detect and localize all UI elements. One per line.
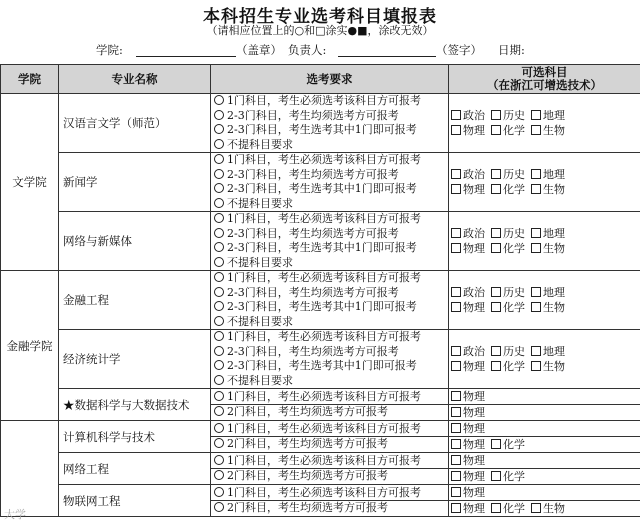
requirement-option[interactable]: 1门科目，考生必须选考该科目方可报考 bbox=[211, 486, 448, 501]
table-row bbox=[1, 421, 640, 453]
subject-checkbox[interactable]: 化学 bbox=[491, 182, 531, 197]
requirement-option[interactable]: 不提科目要求 bbox=[211, 256, 448, 271]
requirement-option[interactable]: 2-3门科目，考生均须选考方可报考 bbox=[211, 286, 448, 301]
subject-checkbox[interactable]: 地理 bbox=[531, 167, 571, 182]
radio-icon[interactable] bbox=[214, 391, 224, 401]
subject-checkbox[interactable]: 生物 bbox=[531, 501, 571, 516]
radio-icon[interactable] bbox=[214, 470, 224, 480]
checkbox-icon[interactable] bbox=[531, 287, 541, 297]
requirement-option[interactable]: 2门科目，考生均须选考方可报考 bbox=[211, 468, 448, 484]
checkbox-icon[interactable] bbox=[531, 184, 541, 194]
requirement-option[interactable]: 1门科目，考生必须选考该科目方可报考 bbox=[211, 212, 448, 227]
table-row bbox=[1, 485, 640, 517]
subject-checkbox[interactable]: 化学 bbox=[491, 359, 531, 374]
checkbox-icon[interactable] bbox=[531, 169, 541, 179]
college-cell: 文学院 bbox=[1, 94, 59, 271]
requirement-option[interactable]: 2-3门科目，考生选考其中1门即可报考 bbox=[211, 123, 448, 138]
subject-checkbox[interactable]: 地理 bbox=[531, 285, 571, 300]
subject-checkbox[interactable]: 生物 bbox=[531, 300, 571, 315]
subjects-cell bbox=[449, 453, 640, 485]
checkbox-icon[interactable] bbox=[531, 125, 541, 135]
subject-checkbox[interactable]: 生物 bbox=[531, 123, 571, 138]
subjects-cell bbox=[449, 153, 640, 212]
date-field-label: 日期: bbox=[498, 43, 525, 57]
major-cell: 网络工程 bbox=[59, 453, 211, 485]
subject-checkbox[interactable]: 化学 bbox=[491, 437, 531, 452]
subject-checkbox[interactable]: 物理 bbox=[451, 421, 491, 436]
major-cell: 计算机科学与技术 bbox=[59, 421, 211, 453]
table-row bbox=[1, 94, 640, 153]
subject-checkbox[interactable]: 化学 bbox=[491, 469, 531, 484]
subject-checkbox[interactable]: 物理 bbox=[451, 485, 491, 500]
requirement-cell bbox=[211, 485, 449, 517]
subject-checkbox[interactable]: 历史 bbox=[491, 344, 531, 359]
checkbox-icon[interactable] bbox=[531, 228, 541, 238]
subject-checkbox[interactable]: 物理 bbox=[451, 300, 491, 315]
major-cell: 网络与新媒体 bbox=[59, 212, 211, 271]
radio-icon[interactable] bbox=[214, 301, 224, 311]
checkbox-icon[interactable] bbox=[451, 487, 461, 497]
requirement-cell bbox=[211, 421, 449, 453]
requirement-option[interactable]: 不提科目要求 bbox=[211, 315, 448, 330]
subject-checkbox[interactable]: 物理 bbox=[451, 405, 491, 420]
subject-checkbox[interactable]: 历史 bbox=[491, 167, 531, 182]
checkbox-icon[interactable] bbox=[531, 302, 541, 312]
subject-checkbox[interactable]: 物理 bbox=[451, 501, 491, 516]
checkbox-icon[interactable] bbox=[451, 302, 461, 312]
radio-icon[interactable] bbox=[214, 169, 224, 179]
requirement-option[interactable]: 2-3门科目，考生均须选考方可报考 bbox=[211, 227, 448, 242]
subjects-cell bbox=[449, 421, 640, 453]
subject-checkbox[interactable]: 物理 bbox=[451, 389, 491, 404]
requirement-option[interactable]: 2门科目，考生均须选考方可报考 bbox=[211, 404, 448, 420]
checkbox-icon[interactable] bbox=[491, 302, 501, 312]
radio-icon[interactable] bbox=[214, 95, 224, 105]
requirement-option[interactable]: 1门科目，考生必须选考该科目方可报考 bbox=[211, 94, 448, 109]
radio-icon[interactable] bbox=[214, 198, 224, 208]
checkbox-icon[interactable] bbox=[451, 110, 461, 120]
subjects-cell bbox=[449, 212, 640, 271]
requirement-option[interactable]: 1门科目，考生必须选考该科目方可报考 bbox=[211, 330, 448, 345]
radio-icon[interactable] bbox=[214, 242, 224, 252]
subject-checkbox[interactable]: 政治 bbox=[451, 108, 491, 123]
radio-icon[interactable] bbox=[214, 487, 224, 497]
radio-icon[interactable] bbox=[214, 124, 224, 134]
requirement-option[interactable]: 2-3门科目，考生均须选考方可报考 bbox=[211, 345, 448, 360]
radio-icon[interactable] bbox=[214, 316, 224, 326]
subject-checkbox[interactable]: 化学 bbox=[491, 501, 531, 516]
major-cell: 新闻学 bbox=[59, 153, 211, 212]
form-title: 本科招生专业选考科目填报表 bbox=[203, 7, 437, 27]
table-row bbox=[1, 271, 640, 330]
sign-label: （签字） bbox=[436, 43, 482, 57]
major-cell: 金融工程 bbox=[59, 271, 211, 330]
radio-icon[interactable] bbox=[214, 438, 224, 448]
checkbox-icon[interactable] bbox=[491, 287, 501, 297]
table-row bbox=[1, 330, 640, 389]
checkbox-icon[interactable] bbox=[451, 471, 461, 481]
requirement-option[interactable]: 2-3门科目，考生选考其中1门即可报考 bbox=[211, 359, 448, 374]
checkbox-icon[interactable] bbox=[451, 455, 461, 465]
subject-checkbox[interactable]: 政治 bbox=[451, 285, 491, 300]
subject-checkbox[interactable]: 政治 bbox=[451, 167, 491, 182]
subject-checkbox[interactable]: 地理 bbox=[531, 108, 571, 123]
radio-icon[interactable] bbox=[214, 183, 224, 193]
radio-icon[interactable] bbox=[214, 228, 224, 238]
subject-checkbox[interactable]: 物理 bbox=[451, 241, 491, 256]
requirement-option[interactable]: 不提科目要求 bbox=[211, 374, 448, 389]
radio-icon[interactable] bbox=[214, 455, 224, 465]
checkbox-icon[interactable] bbox=[491, 361, 501, 371]
checkbox-icon[interactable] bbox=[451, 503, 461, 513]
radio-icon[interactable] bbox=[214, 331, 224, 341]
subject-checkbox[interactable]: 物理 bbox=[451, 359, 491, 374]
major-cell: 汉语言文学（师范） bbox=[59, 94, 211, 153]
major-cell: 物联网工程 bbox=[59, 485, 211, 517]
requirement-option[interactable]: 2-3门科目，考生选考其中1门即可报考 bbox=[211, 182, 448, 197]
subject-checkbox[interactable]: 地理 bbox=[531, 226, 571, 241]
radio-icon[interactable] bbox=[214, 154, 224, 164]
subject-checkbox[interactable]: 政治 bbox=[451, 344, 491, 359]
requirement-option[interactable]: 1门科目，考生必须选考该科目方可报考 bbox=[211, 271, 448, 286]
subject-checkbox[interactable]: 物理 bbox=[451, 453, 491, 468]
checkbox-icon[interactable] bbox=[491, 346, 501, 356]
checkbox-icon[interactable] bbox=[491, 125, 501, 135]
checkbox-icon[interactable] bbox=[451, 407, 461, 417]
college-field-label: 学院: bbox=[96, 43, 123, 57]
checkbox-icon[interactable] bbox=[451, 184, 461, 194]
subjects-cell bbox=[449, 485, 640, 517]
checkbox-icon[interactable] bbox=[451, 439, 461, 449]
checkbox-icon[interactable] bbox=[451, 169, 461, 179]
header-subjects-line1: 可选科目 bbox=[521, 65, 568, 79]
requirement-option[interactable]: 2-3门科目，考生均须选考方可报考 bbox=[211, 109, 448, 124]
radio-icon[interactable] bbox=[214, 375, 224, 385]
subject-checkbox[interactable]: 生物 bbox=[531, 182, 571, 197]
requirement-cell bbox=[211, 389, 449, 421]
header-requirement: 选考要求 bbox=[211, 65, 449, 94]
table-row bbox=[1, 153, 640, 212]
requirement-option[interactable]: 不提科目要求 bbox=[211, 138, 448, 153]
table-row bbox=[1, 389, 640, 421]
college-input-line[interactable] bbox=[136, 56, 236, 57]
subject-checkbox[interactable]: 物理 bbox=[451, 437, 491, 452]
requirement-cell bbox=[211, 271, 449, 330]
leader-input-line[interactable] bbox=[338, 56, 436, 57]
subject-checkbox[interactable]: 物理 bbox=[451, 469, 491, 484]
requirement-option[interactable]: 1门科目，考生必须选考该科目方可报考 bbox=[211, 390, 448, 405]
checkbox-icon[interactable] bbox=[531, 110, 541, 120]
subject-checkbox[interactable]: 历史 bbox=[491, 226, 531, 241]
radio-icon[interactable] bbox=[214, 502, 224, 512]
requirement-option[interactable]: 2-3门科目，考生均须选考方可报考 bbox=[211, 168, 448, 183]
requirement-cell bbox=[211, 453, 449, 485]
requirement-cell bbox=[211, 212, 449, 271]
form-subtitle: （请相应位置上的○和□涂实●■，涂改无效） bbox=[206, 24, 434, 37]
subjects-cell bbox=[449, 271, 640, 330]
header-college: 学院 bbox=[1, 65, 59, 94]
checkbox-icon[interactable] bbox=[491, 243, 501, 253]
table-header-row bbox=[1, 65, 640, 94]
checkbox-icon[interactable] bbox=[491, 439, 501, 449]
requirement-option[interactable]: 不提科目要求 bbox=[211, 197, 448, 212]
requirement-cell bbox=[211, 94, 449, 153]
checkbox-icon[interactable] bbox=[531, 346, 541, 356]
radio-icon[interactable] bbox=[214, 346, 224, 356]
subject-checkbox[interactable]: 历史 bbox=[491, 285, 531, 300]
requirement-option[interactable]: 1门科目，考生必须选考该科目方可报考 bbox=[211, 153, 448, 168]
requirement-option[interactable]: 2门科目，考生均须选考方可报考 bbox=[211, 500, 448, 516]
subject-checkbox[interactable]: 政治 bbox=[451, 226, 491, 241]
requirement-cell bbox=[211, 330, 449, 389]
checkbox-icon[interactable] bbox=[491, 228, 501, 238]
table-row bbox=[1, 453, 640, 485]
checkbox-icon[interactable] bbox=[491, 471, 501, 481]
checkbox-icon[interactable] bbox=[451, 125, 461, 135]
header-subjects-line2: （在浙江可增选技术） bbox=[487, 78, 602, 92]
major-cell: ★数据科学与大数据技术 bbox=[59, 389, 211, 421]
checkbox-icon[interactable] bbox=[451, 423, 461, 433]
radio-icon[interactable] bbox=[214, 272, 224, 282]
subject-checkbox[interactable]: 化学 bbox=[491, 300, 531, 315]
major-cell: 经济统计学 bbox=[59, 330, 211, 389]
radio-icon[interactable] bbox=[214, 423, 224, 433]
subject-checkbox[interactable]: 物理 bbox=[451, 182, 491, 197]
college-cell bbox=[1, 421, 59, 517]
radio-icon[interactable] bbox=[214, 139, 224, 149]
requirement-option[interactable]: 2门科目，考生均须选考方可报考 bbox=[211, 436, 448, 452]
subject-checkbox[interactable]: 生物 bbox=[531, 359, 571, 374]
radio-icon[interactable] bbox=[214, 110, 224, 120]
checkbox-icon[interactable] bbox=[451, 391, 461, 401]
checkbox-icon[interactable] bbox=[451, 243, 461, 253]
header-major: 专业名称 bbox=[59, 65, 211, 94]
requirement-option[interactable]: 2-3门科目，考生选考其中1门即可报考 bbox=[211, 300, 448, 315]
requirement-option[interactable]: 1门科目，考生必须选考该科目方可报考 bbox=[211, 422, 448, 437]
checkbox-icon[interactable] bbox=[451, 287, 461, 297]
checkbox-icon[interactable] bbox=[531, 243, 541, 253]
college-cell: 金融学院 bbox=[1, 271, 59, 421]
checkbox-icon[interactable] bbox=[491, 184, 501, 194]
checkbox-icon[interactable] bbox=[451, 361, 461, 371]
checkbox-icon[interactable] bbox=[531, 361, 541, 371]
selection-table bbox=[0, 64, 640, 517]
subject-checkbox[interactable]: 地理 bbox=[531, 344, 571, 359]
subject-checkbox[interactable]: 化学 bbox=[491, 123, 531, 138]
subjects-cell bbox=[449, 94, 640, 153]
subject-checkbox[interactable]: 历史 bbox=[491, 108, 531, 123]
requirement-cell bbox=[211, 153, 449, 212]
watermark: 大学 bbox=[4, 508, 26, 521]
header-subjects bbox=[449, 65, 640, 94]
checkbox-icon[interactable] bbox=[491, 503, 501, 513]
radio-icon[interactable] bbox=[214, 257, 224, 267]
radio-icon[interactable] bbox=[214, 287, 224, 297]
leader-field-label: 负责人: bbox=[288, 43, 327, 57]
requirement-option[interactable]: 2-3门科目，考生选考其中1门即可报考 bbox=[211, 241, 448, 256]
subjects-cell bbox=[449, 389, 640, 421]
subject-checkbox[interactable]: 物理 bbox=[451, 123, 491, 138]
radio-icon[interactable] bbox=[214, 406, 224, 416]
stamp-label: （盖章） bbox=[236, 43, 282, 57]
radio-icon[interactable] bbox=[214, 360, 224, 370]
checkbox-icon[interactable] bbox=[491, 110, 501, 120]
requirement-option[interactable]: 1门科目，考生必须选考该科目方可报考 bbox=[211, 454, 448, 469]
radio-icon[interactable] bbox=[214, 213, 224, 223]
subject-checkbox[interactable]: 化学 bbox=[491, 241, 531, 256]
subjects-cell bbox=[449, 330, 640, 389]
checkbox-icon[interactable] bbox=[531, 503, 541, 513]
checkbox-icon[interactable] bbox=[491, 169, 501, 179]
checkbox-icon[interactable] bbox=[451, 228, 461, 238]
table-row bbox=[1, 212, 640, 271]
checkbox-icon[interactable] bbox=[451, 346, 461, 356]
signature-line bbox=[0, 42, 640, 60]
subject-checkbox[interactable]: 生物 bbox=[531, 241, 571, 256]
